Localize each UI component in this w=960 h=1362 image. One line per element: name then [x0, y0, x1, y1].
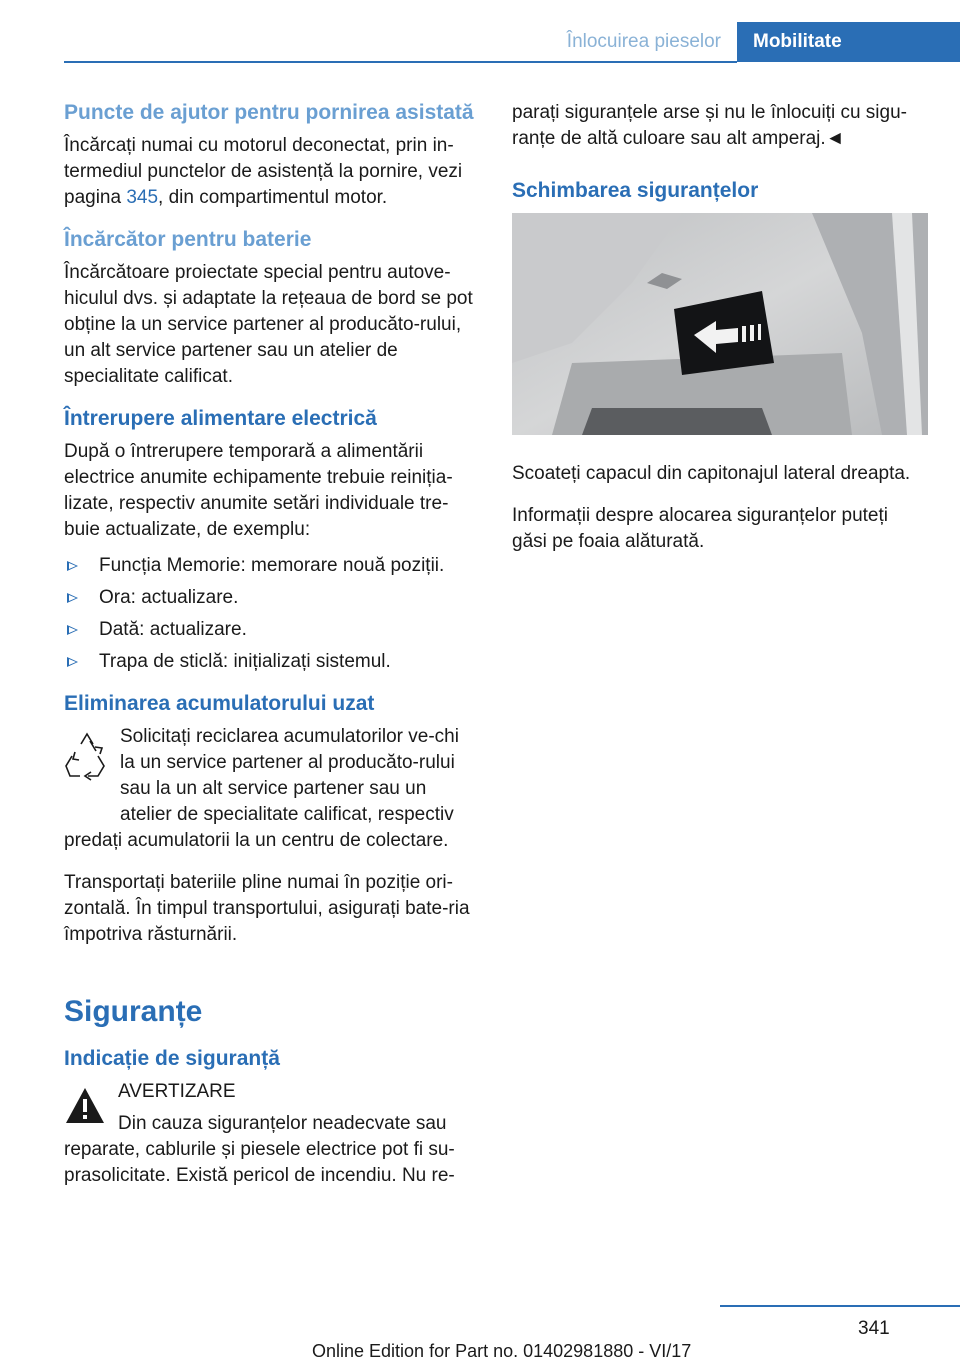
warning-text: Din cauza siguranțelor neadecvate sau reparate, cablurile și piesele electrice pot fi su‐prasolicitate. Există pericol de incendiu. Nu re‐ — [64, 1113, 455, 1186]
list-item — [64, 553, 476, 579]
battery-disposal-paragraph — [64, 724, 476, 854]
jump-start-text: Încărcați numai cu motorul deconectat, prin in‐termediul punctelor de asistență la pornire, vezi pagina — [64, 135, 463, 208]
right-column — [512, 100, 928, 571]
bullet-triangle-icon — [67, 561, 78, 571]
list-item — [64, 617, 476, 643]
list-item-text: Funcția Memorie: memorare nouă poziții. — [99, 555, 445, 576]
bullet-triangle-icon — [67, 657, 78, 667]
battery-disposal-heading: Eliminarea acumulatorului uzat — [64, 692, 375, 715]
list-item-text: Ora: actualizare. — [99, 587, 239, 608]
warning-label: AVERTIZARE — [118, 1081, 236, 1102]
fuse-cover-photo — [512, 213, 928, 435]
bullet-triangle-icon — [67, 625, 78, 635]
fuse-allocation-paragraph: Informații despre alocarea siguranțelor puteți găsi pe foaia alăturată. — [512, 505, 888, 552]
header-rule — [64, 61, 737, 63]
fuses-title: Siguranțe — [64, 995, 203, 1028]
warning-continuation: parați siguranțele arse și nu le înlocuiți cu sigu‐ranțe de altă culoare sau alt amperaj.◄ — [512, 102, 907, 149]
power-interruption-paragraph: După o întrerupere temporară a alimentării electrice anumite echipamente trebuie reiniția‐lizate, respectiv anumite setări individuale tre‐buie actualizate, de exemplu: — [64, 441, 453, 540]
safety-note-heading: Indicație de siguranță — [64, 1047, 280, 1070]
list-item — [64, 585, 476, 611]
page-header — [0, 22, 960, 62]
page-link[interactable]: 345 — [126, 187, 159, 208]
charger-heading: Încărcător pentru baterie — [64, 228, 312, 251]
remove-cover-paragraph: Scoateți capacul din capitonajul lateral dreapta. — [512, 463, 911, 484]
list-item-text: Dată: actualizare. — [99, 619, 247, 640]
battery-disposal-text: Solicitați reciclarea acumulatorilor ve‐chi la un service partener al producăto‐rului sau la un alt service partener sau un atelier de specialitate calificat, respectiv predați acumulatorii la un centru de colectare. — [64, 726, 459, 851]
jump-start-paragraph — [64, 133, 476, 211]
charger-paragraph: Încărcătoare proiectate special pentru autove‐hiculul dvs. și adaptate la rețeaua de bord se pot obține la un service partener al producăto‐rului, un alt service partener sau un atelier de specialitate calificat. — [64, 262, 473, 387]
edition-text: Online Edition for Part no. 01402981880 - VI/17 — [312, 1341, 692, 1361]
footer-rule — [720, 1305, 960, 1307]
chapter-tab[interactable]: Mobilitate — [737, 22, 960, 62]
recycle-icon — [64, 726, 108, 806]
list-item-text: Trapa de sticlă: inițializați sistemul. — [99, 651, 391, 672]
warning-icon — [64, 1085, 106, 1127]
jump-start-heading: Puncte de ajutor pentru pornirea asistată — [64, 101, 474, 124]
section-tab[interactable]: Înlocuirea pieselor — [566, 31, 721, 52]
list-item — [64, 649, 476, 675]
battery-transport-paragraph: Transportați bateriile pline numai în poziție ori‐zontală. În timpul transportului, asigurați bate‐ria împotriva răsturnării. — [64, 872, 470, 945]
jump-start-text-end: , din compartimentul motor. — [158, 187, 388, 208]
left-column — [64, 100, 476, 1189]
power-interruption-heading: Întrerupere alimentare electrică — [64, 407, 377, 430]
change-fuses-heading: Schimbarea siguranțelor — [512, 179, 759, 202]
page-number: 341 — [858, 1318, 890, 1339]
warning-block — [64, 1079, 476, 1189]
bullet-triangle-icon — [67, 593, 78, 603]
reset-list — [64, 553, 476, 675]
